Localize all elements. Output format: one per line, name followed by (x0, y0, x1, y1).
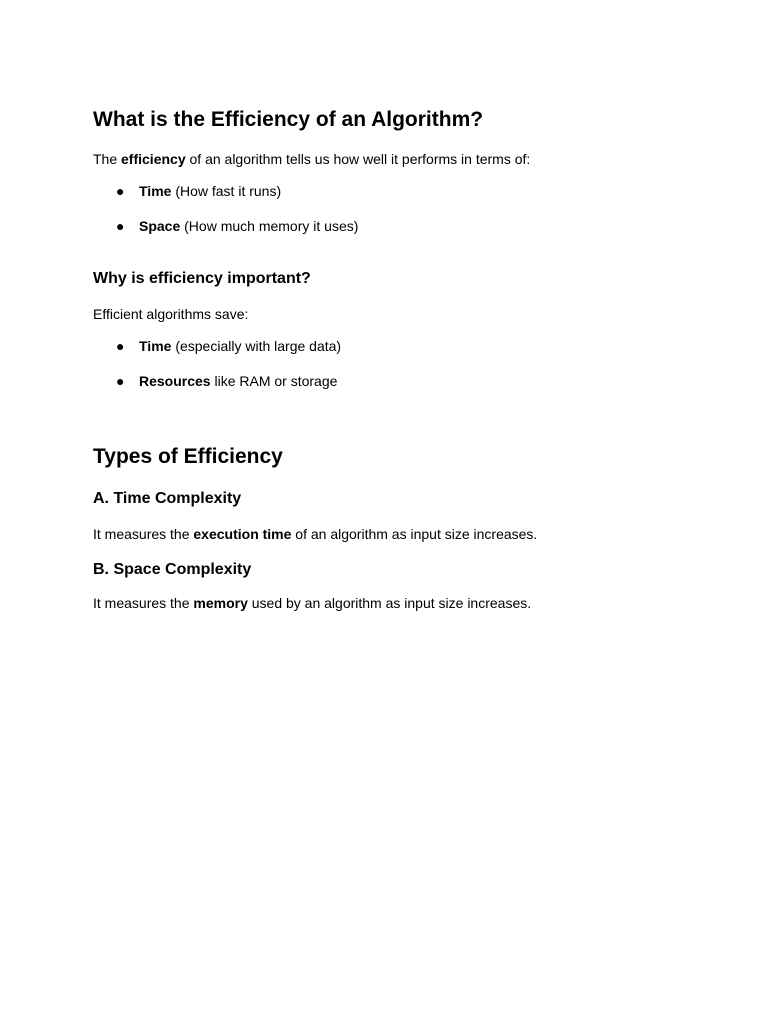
list-item-bold: Resources (139, 373, 211, 389)
time-text-after: of an algorithm as input size increases. (291, 526, 538, 542)
intro-text-after: of an algorithm tells us how well it performs in terms of: (185, 151, 531, 167)
intro-bold-efficiency: efficiency (121, 151, 186, 167)
list-item-rest: (How fast it runs) (171, 183, 282, 199)
list-item-rest: like RAM or storage (210, 373, 338, 389)
heading-efficiency-of-algorithm: What is the Efficiency of an Algorithm? (93, 108, 484, 131)
time-complexity-paragraph (93, 526, 537, 542)
space-bold-memory: memory (193, 595, 248, 611)
list-item-bold: Time (139, 183, 172, 199)
bullet-icon: ● (116, 338, 125, 354)
list-item-text (139, 373, 337, 389)
space-complexity-paragraph (93, 595, 531, 611)
space-text-after: used by an algorithm as input size increases. (247, 595, 532, 611)
importance-intro-paragraph: Efficient algorithms save: (93, 306, 249, 322)
heading-space-complexity: B. Space Complexity (93, 561, 252, 578)
list-item-rest: (especially with large data) (171, 338, 342, 354)
heading-types-of-efficiency: Types of Efficiency (93, 445, 283, 468)
intro-text-before: The (93, 151, 122, 167)
list-item-bold: Space (139, 218, 181, 234)
efficiency-intro-paragraph (93, 151, 530, 167)
list-item-rest: (How much memory it uses) (180, 218, 359, 234)
heading-time-complexity: A. Time Complexity (93, 490, 242, 507)
bullet-icon: ● (116, 373, 125, 389)
space-text-before: It measures the (93, 595, 194, 611)
list-item-text (139, 338, 341, 354)
bullet-icon: ● (116, 218, 125, 234)
time-bold-execution-time: execution time (193, 526, 292, 542)
list-item-bold: Time (139, 338, 172, 354)
time-text-before: It measures the (93, 526, 194, 542)
heading-why-important: Why is efficiency important? (93, 270, 311, 287)
list-item-text (139, 183, 281, 199)
list-item-text (139, 218, 358, 234)
bullet-icon: ● (116, 183, 125, 199)
